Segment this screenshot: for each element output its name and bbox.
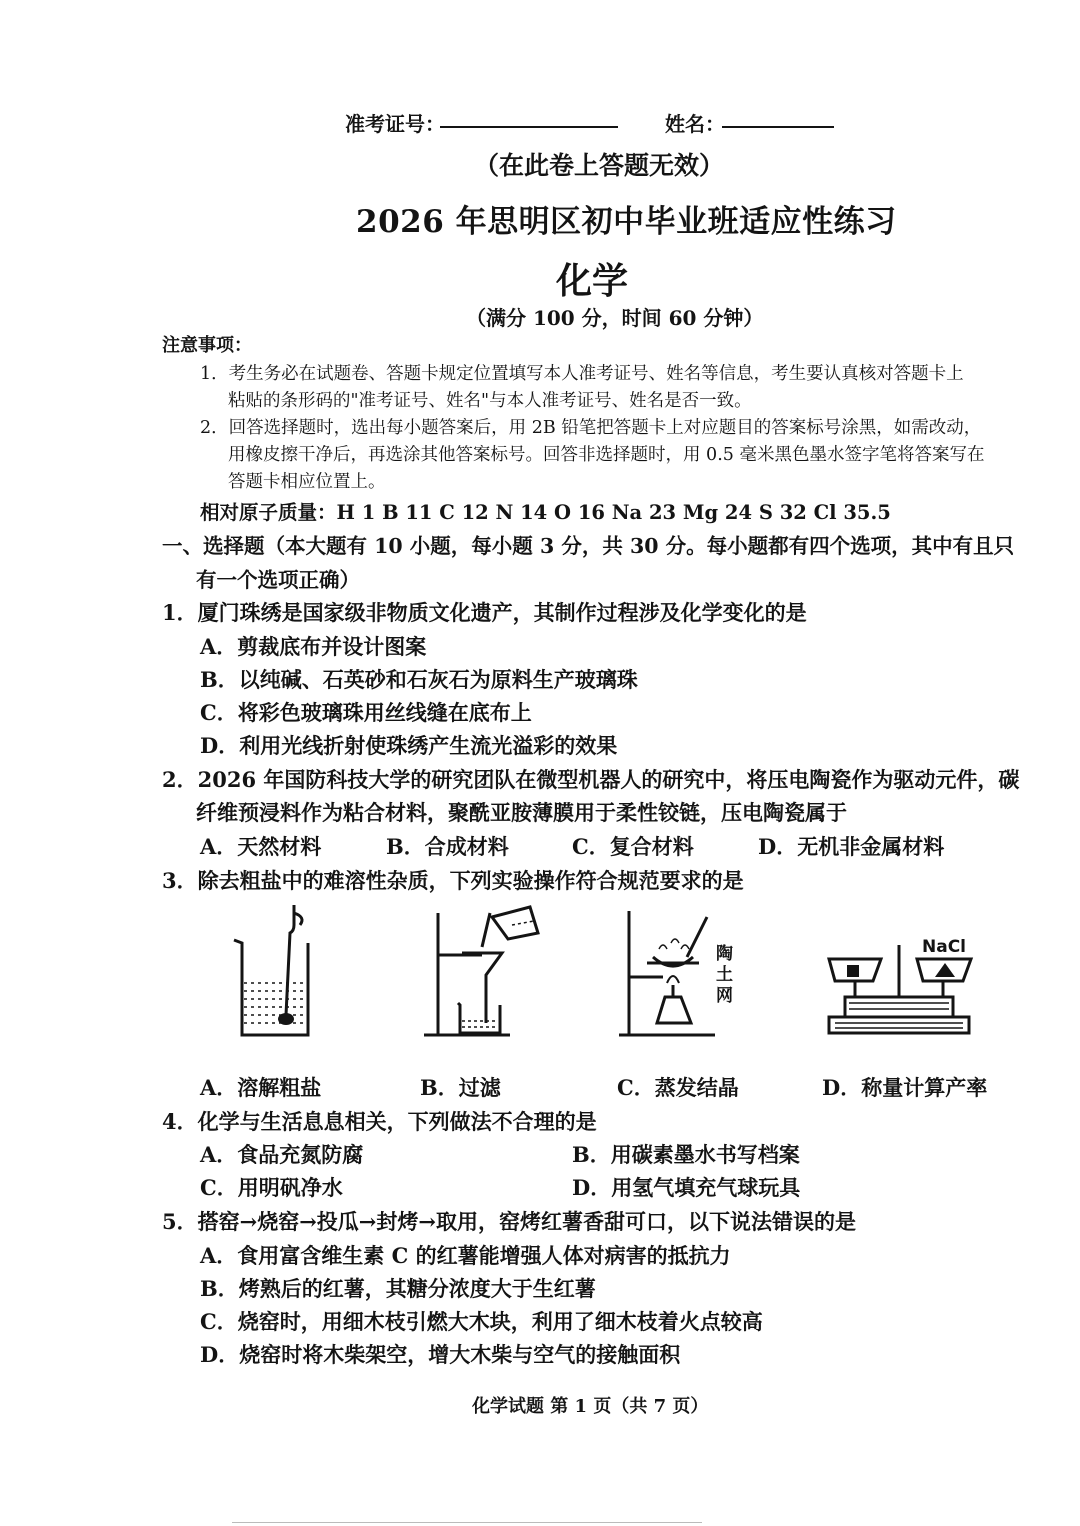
note-1-line-2: 粘贴的条形码的"准考证号、姓名"与本人准考证号、姓名是否一致。	[228, 391, 752, 411]
q5-option-b: B．烤熟后的红薯，其糖分浓度大于生红薯	[200, 1276, 596, 1301]
atomic-masses: 相对原子质量：H 1 B 11 C 12 N 14 O 16 Na 23 Mg 24 S 32 Cl 35.5	[200, 501, 891, 524]
q1-option-b: B．以纯碱、石英砂和石灰石为原料生产玻璃珠	[200, 667, 638, 692]
q2-option-b: B．合成材料	[386, 834, 509, 859]
exam-id-label: 准考证号：	[345, 112, 445, 136]
invalid-notice: （在此卷上答题无效）	[474, 151, 725, 180]
question-5-stem: 5．搭窑→烧窑→投瓜→封烤→取用，窑烤红薯香甜可口，以下说法错误的是	[162, 1209, 856, 1234]
receiving-beaker-icon	[458, 1003, 500, 1033]
dissolve-beaker-figure	[220, 895, 320, 1045]
q1-option-d: D．利用光线折射使珠绣产生流光溢彩的效果	[200, 733, 618, 758]
clay-net-label: 陶 土 网	[716, 944, 733, 1006]
filtration-figure	[420, 895, 550, 1045]
q2-option-a: A．天然材料	[200, 834, 322, 859]
q4-option-c: C．用明矾净水	[200, 1175, 343, 1200]
alcohol-lamp-icon	[657, 997, 691, 1023]
balance-body	[845, 997, 953, 1017]
salt-pile-icon	[935, 963, 955, 977]
q2-option-d: D．无机非金属材料	[758, 834, 945, 859]
q1-option-a: A．剪裁底布并设计图案	[200, 634, 427, 659]
crystals-splash-icon	[659, 939, 689, 949]
page-bottom-edge	[232, 1522, 702, 1523]
page-title: 2026 年思明区初中毕业班适应性练习	[356, 204, 897, 240]
section-1-title-line-1: 一、选择题（本大题有 10 小题，每小题 3 分，共 30 分。每小题都有四个选项，其中有且只	[162, 534, 1015, 558]
question-4-stem: 4．化学与生活息息相关，下列做法不合理的是	[162, 1109, 597, 1134]
question-1-stem: 1．厦门珠绣是国家级非物质文化遗产，其制作过程涉及化学变化的是	[162, 600, 807, 625]
notes-heading: 注意事项：	[162, 335, 252, 356]
funnel-icon	[462, 953, 502, 1023]
q3-option-d: D．称量计算产率	[822, 1075, 988, 1100]
page-footer: 化学试题 第 1 页（共 7 页）	[472, 1396, 709, 1417]
question-2-stem-line-1: 2．2026 年国防科技大学的研究团队在微型机器人的研究中，将压电陶瓷作为驱动元件，碳	[162, 767, 1020, 792]
q1-option-c: C．将彩色玻璃珠用丝线缝在底布上	[200, 700, 532, 725]
glass-rod	[482, 913, 490, 947]
glass-rod	[687, 917, 707, 957]
question-2-stem-line-2: 纤维预浸料作为粘合材料，聚酰亚胺薄膜用于柔性铰链，压电陶瓷属于	[196, 800, 847, 825]
q3-option-b: B．过滤	[420, 1075, 501, 1100]
exam-id-field[interactable]	[440, 104, 618, 128]
beaker-icon	[234, 940, 308, 1035]
solution-hatching	[244, 983, 306, 1023]
q5-option-d: D．烧窑时将木柴架空，增大木柴与空气的接触面积	[200, 1342, 681, 1367]
name-label: 姓名：	[665, 112, 725, 136]
note-2-line-2: 用橡皮擦干净后，再选涂其他答案标号。回答非选择题时，用 0.5 毫米黑色墨水签字笔将答案写在	[228, 445, 985, 465]
name-field[interactable]	[722, 104, 834, 128]
nacl-label: NaCl	[922, 937, 967, 957]
q4-option-d: D．用氢气填充气球玩具	[572, 1175, 801, 1200]
note-2-line-1: 2．回答选择题时，选出每小题答案后，用 2B 铅笔把答题卡上对应题目的答案标号涂黑，如需改动，	[200, 418, 982, 438]
rod-tip	[278, 1013, 294, 1025]
subject-title: 化学	[556, 260, 629, 302]
q4-option-b: B．用碳素墨水书写档案	[572, 1142, 800, 1167]
q2-option-c: C．复合材料	[572, 834, 694, 859]
weight-icon	[847, 965, 859, 977]
q5-option-c: C．烧窑时，用细木枝引燃大木块，利用了细木枝着火点较高	[200, 1309, 763, 1334]
pouring-beaker-icon	[492, 907, 538, 939]
balance-base	[829, 1017, 969, 1033]
q3-option-c: C．蒸发结晶	[617, 1075, 739, 1100]
q5-option-a: A．食用富含维生素 C 的红薯能增强人体对病害的抵抗力	[200, 1243, 731, 1268]
flame-icon	[667, 976, 679, 983]
question-3-stem: 3．除去粗盐中的难溶性杂质，下列实验操作符合规范要求的是	[162, 868, 744, 893]
note-1-line-1: 1．考生务必在试题卷、答题卡规定位置填写本人准考证号、姓名等信息，考生要认真核对答题卡上	[200, 364, 964, 384]
q4-option-a: A．食品充氮防腐	[200, 1142, 364, 1167]
section-1-title-line-2: 有一个选项正确）	[196, 568, 360, 592]
q3-option-a: A．溶解粗盐	[200, 1075, 322, 1100]
score-time: （满分 100 分，时间 60 分钟）	[466, 306, 764, 330]
note-2-line-3: 答题卡相应位置上。	[228, 472, 386, 492]
